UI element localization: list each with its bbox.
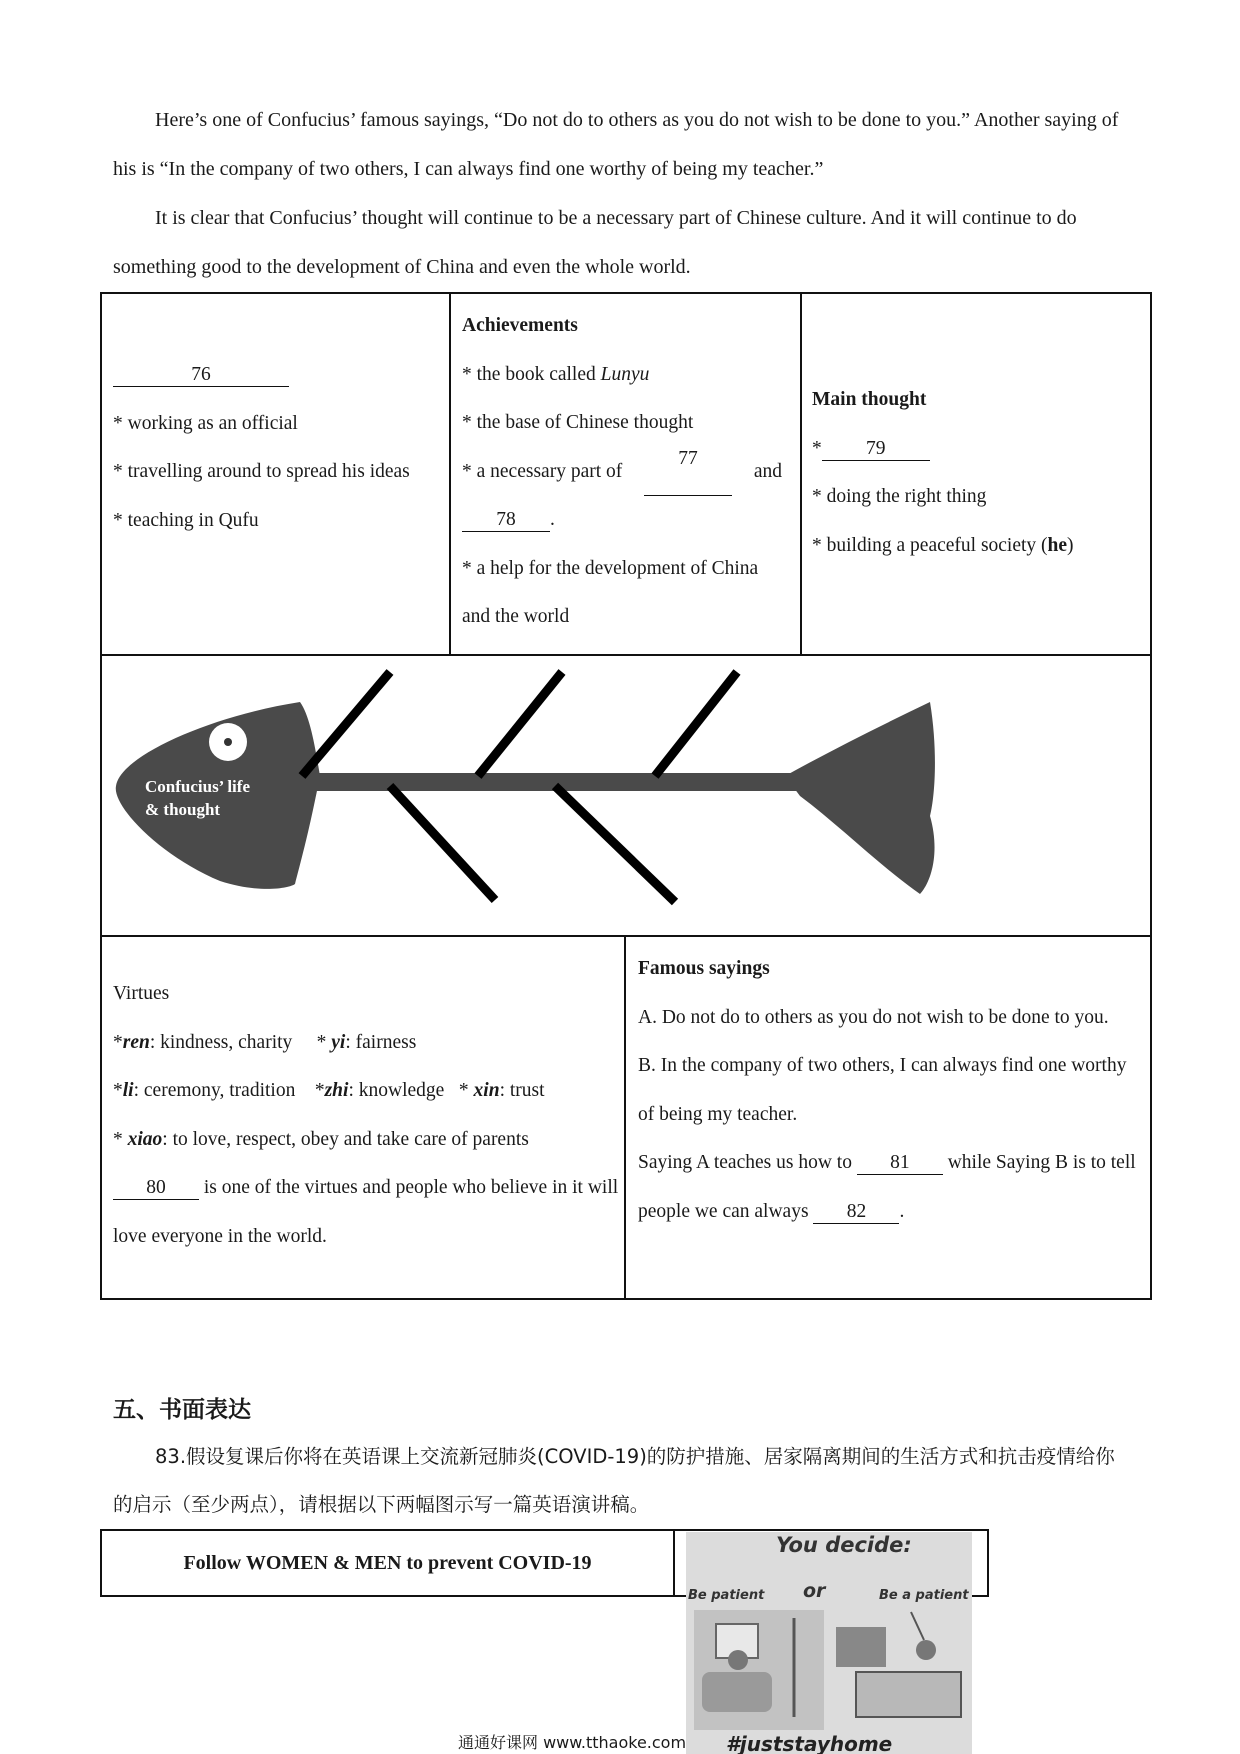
achievement-item: * the book called Lunyu xyxy=(462,363,650,385)
upper-bone-2 xyxy=(478,672,562,776)
poster-right-label: Be a patient xyxy=(879,1588,969,1603)
upper-bone-1 xyxy=(302,672,390,776)
divider xyxy=(449,292,451,654)
fish-tail xyxy=(785,702,935,894)
fish-label-line2: & thought xyxy=(145,800,221,819)
blank-81[interactable]: 81 xyxy=(857,1152,943,1175)
footer-watermark: 通通好课网 www.tthaoke.com xyxy=(458,1733,687,1752)
achievements-cell: Achievements * the book called Lunyu * the base of Chinese thought * a necessary part of 77 and 78 . * a help for the development of China and the world xyxy=(462,302,782,642)
achievement-item: * a necessary part of 77 and xyxy=(462,448,782,497)
thought-item: * building a peaceful society (he) xyxy=(812,534,1074,556)
blank-78[interactable]: 78 xyxy=(462,509,550,532)
virtues-line-80: 80 is one of the virtues and people who believe in it will love everyone in the world. xyxy=(113,1177,619,1247)
blank-76[interactable]: 76 xyxy=(113,364,289,387)
lower-bone-2 xyxy=(555,786,675,902)
life-item: * travelling around to spread his ideas xyxy=(113,461,410,482)
divider xyxy=(800,292,802,654)
life-cell xyxy=(113,351,443,545)
blank-79[interactable]: 79 xyxy=(822,438,930,461)
poster-left-label: Be patient xyxy=(688,1588,765,1603)
fish-label-line1: Confucius’ life xyxy=(145,777,250,796)
life-item: * teaching in Qufu xyxy=(113,509,259,531)
poster-hashtag: #juststayhome xyxy=(726,1732,893,1754)
intro-paragraph-1: Here’s one of Confucius’ famous sayings, “Do not do to others as you do not wish to be done to you.” Another saying of his is “In the company of two others, I can always find one worthy of being my teacher.” xyxy=(113,109,1119,180)
virtues-heading: Virtues xyxy=(113,983,170,1004)
blank-80[interactable]: 80 xyxy=(113,1177,199,1200)
intro-paragraph-2: It is clear that Confucius’ thought will continue to be a necessary part of Chinese culture. And it will continue to do something good to the development of China and even the whole world. xyxy=(113,207,1077,278)
virtues-line: *li: ceremony, tradition *zhi: knowledge * xin: trust xyxy=(113,1080,545,1101)
poster-title: You decide: xyxy=(776,1533,912,1557)
blank-77[interactable]: 77 xyxy=(644,448,732,497)
thought-heading: Main thought xyxy=(812,389,927,410)
saying-a: A. Do not do to others as you do not wish to be done to you. xyxy=(638,1006,1109,1028)
thought-item: * doing the right thing xyxy=(812,486,987,507)
writing-prompt: 83.假设复课后你将在英语课上交流新冠肺炎(COVID-19)的防护措施、居家隔离期间的生活方式和抗击疫情给你的启示（至少两点），请根据以下两幅图示写一篇英语演讲稿。 xyxy=(113,1445,1115,1516)
fishbone-diagram xyxy=(100,656,1150,933)
virtues-line: *ren: kindness, charity * yi: fairness xyxy=(113,1031,417,1053)
sayings-cell xyxy=(638,945,1138,1236)
poster-illustration xyxy=(686,1532,972,1754)
achievement-item: * the base of Chinese thought xyxy=(462,412,694,433)
fish-spine xyxy=(290,773,810,791)
poster-or: or xyxy=(803,1580,826,1602)
lower-bone-1 xyxy=(390,786,495,900)
book-title: Lunyu xyxy=(600,363,650,385)
poster-image xyxy=(686,1532,972,1754)
sayings-question: Saying A teaches us how to 81 while Saying B is to tell people we can always 82 . xyxy=(638,1152,1136,1222)
bottom-table-left-text: Follow WOMEN & MEN to prevent COVID-19 xyxy=(183,1552,592,1574)
thought-cell: Main thought * 79 * doing the right thing * building a peaceful society (he) xyxy=(812,376,1142,570)
achievements-heading: Achievements xyxy=(462,315,578,336)
life-item: * working as an official xyxy=(113,412,298,434)
divider xyxy=(624,935,626,1300)
virtues-line: * xiao: to love, respect, obey and take care of parents xyxy=(113,1128,529,1150)
fish-pupil xyxy=(224,738,232,746)
section-title: 五、书面表达 xyxy=(113,1397,251,1423)
saying-b: B. In the company of two others, I can always find one worthy of being my teacher. xyxy=(638,1055,1127,1125)
divider xyxy=(100,935,1152,937)
sayings-heading: Famous sayings xyxy=(638,958,770,979)
virtues-cell xyxy=(113,970,623,1261)
blank-82[interactable]: 82 xyxy=(813,1201,899,1224)
divider xyxy=(673,1529,675,1597)
achievement-item: * a help for the development of China and the world xyxy=(462,557,759,627)
upper-bone-3 xyxy=(655,672,737,776)
